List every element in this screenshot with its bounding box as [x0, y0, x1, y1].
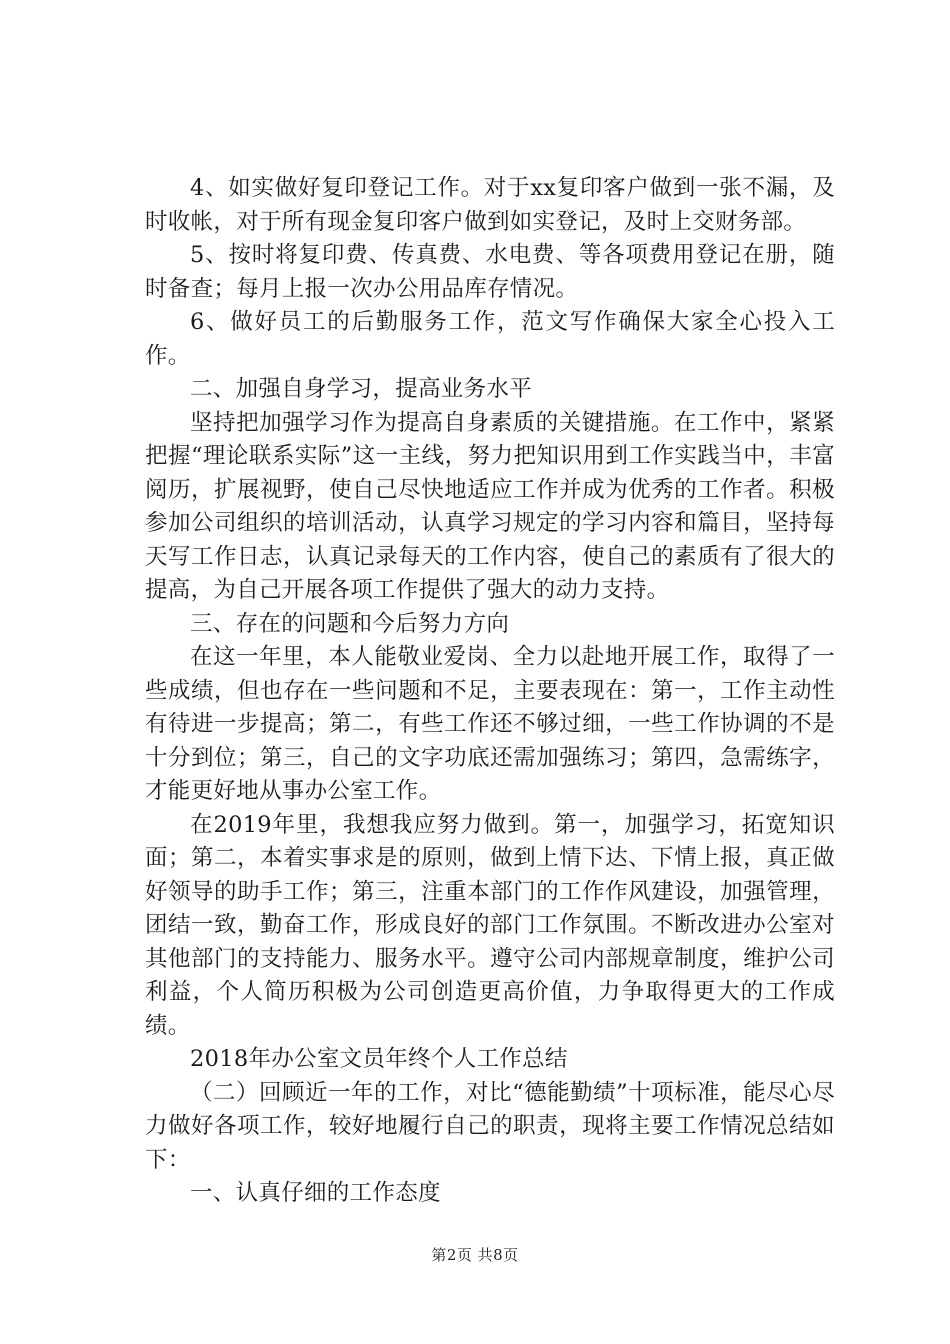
document-title-2018: 2018年办公室文员年终个人工作总结 — [190, 1046, 568, 1072]
paragraph-plan: 在2019年里，我想我应努力做到。第一，加强学习，拓宽知识面；第二，本着实事求是的原则，做到上情下达、下情上报，真正做好领导的助手工作；第三，注重本部门的工作作风建设，加强管理，团结一致，勤奋工作，形成良好的部门工作氛围。不断改进办公室对其他部门的支持能力、服务水平。遵守公司内部规章制度，维护公司利益，个人简历积极为公司创造更高价值，力争取得更大的工作成绩。 — [145, 811, 835, 1039]
section-heading-attitude: 一、认真仔细的工作态度 — [190, 1180, 441, 1206]
paragraph-item-4: 4、如实做好复印登记工作。对于xx复印客户做到一张不漏，及时收帐，对于所有现金复印客户做到如实登记，及时上交财务部。 — [145, 175, 835, 235]
paragraph-review: （二）回顾近一年的工作，对比“德能勤绩”十项标准，能尽心尽力做好各项工作，较好地履行自己的职责，现将主要工作情况总结如下： — [145, 1079, 835, 1173]
paragraph-problems: 在这一年里，本人能敬业爱岗、全力以赴地开展工作，取得了一些成绩，但也存在一些问题和不足，主要表现在：第一，工作主动性有待进一步提高；第二，有些工作还不够过细，一些工作协调的不是十分到位；第三，自己的文字功底还需加强练习；第四，急需练字，才能更好地从事办公室工作。 — [145, 644, 835, 804]
section-heading-study: 二、加强自身学习，提高业务水平 — [190, 376, 533, 402]
page-number-footer: 第2页 共8页 — [431, 1246, 519, 1264]
section-heading-problems: 三、存在的问题和今后努力方向 — [190, 610, 510, 637]
paragraph-study: 坚持把加强学习作为提高自身素质的关键措施。在工作中，紧紧把握“理论联系实际”这一主线，努力把知识用到工作实践当中，丰富阅历，扩展视野，使自己尽快地适应工作并成为优秀的工作者。积极参加公司组织的培训活动，认真学习规定的学习内容和篇目，坚持每天写工作日志，认真记录每天的工作内容，使自己的素质有了很大的提高，为自己开展各项工作提供了强大的动力支持。 — [145, 409, 835, 603]
paragraph-item-5: 5、按时将复印费、传真费、水电费、等各项费用登记在册，随时备查；每月上报一次办公用品库存情况。 — [145, 242, 835, 302]
document-body — [145, 172, 835, 1211]
paragraph-item-6: 6、做好员工的后勤服务工作，范文写作确保大家全心投入工作。 — [145, 309, 835, 369]
